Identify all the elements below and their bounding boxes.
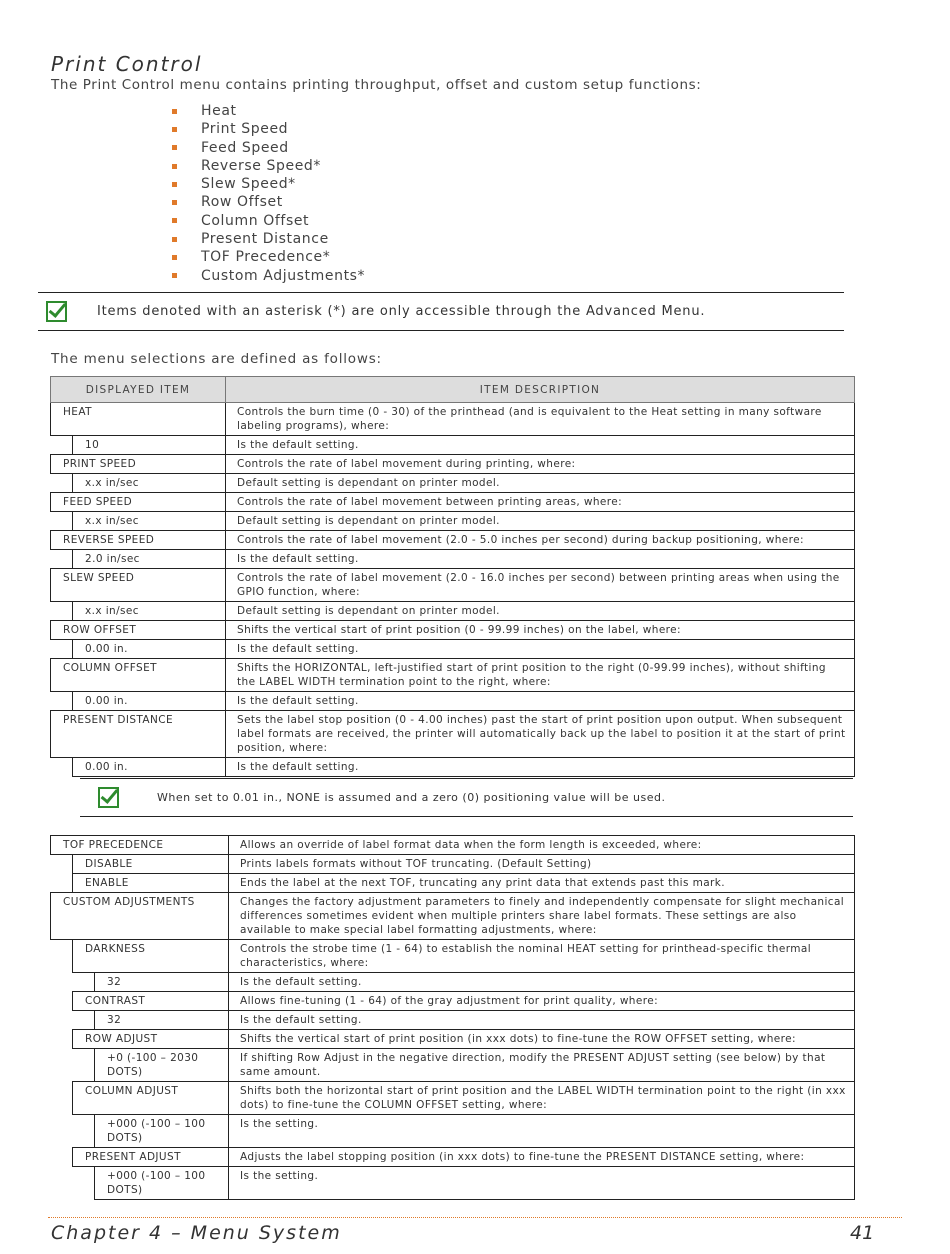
bullet-icon [172,164,177,169]
footer-chapter: Chapter 4 – Menu System [51,1222,342,1244]
bullet-icon [172,109,177,114]
table-row [51,1082,855,1115]
table-row [51,758,855,777]
table-row [51,1167,855,1200]
table-row [51,836,855,855]
item-cell: +000 (-100 – 100 DOTS) [95,1115,229,1148]
column-header-description: ITEM DESCRIPTION [226,377,855,403]
table-row [51,659,855,692]
indent-cell [51,1082,73,1115]
item-cell: ROW OFFSET [51,621,226,640]
item-cell: +0 (-100 – 2030 DOTS) [95,1049,229,1082]
table-row [51,512,855,531]
item-cell: SLEW SPEED [51,569,226,602]
table-row [51,1049,855,1082]
description-cell: Shifts the HORIZONTAL, left-justified start of print position to the right (0-99.99 inches), without shifting the LABEL WIDTH termination point to the right, where: [226,659,855,692]
table-row [51,403,855,436]
indent-cell [51,1115,73,1148]
footer-page-number: 41 [850,1222,875,1244]
description-cell: Is the default setting. [229,973,855,992]
description-cell: Allows an override of label format data when the form length is exceeded, where: [229,836,855,855]
description-cell: Controls the rate of label movement between printing areas, where: [226,493,855,512]
table-row [51,711,855,758]
table-row [51,531,855,550]
indent-cell [51,1148,73,1167]
description-cell: Is the default setting. [226,692,855,711]
indent-cell [73,973,95,992]
footer-divider [48,1217,902,1218]
item-cell: CONTRAST [73,992,229,1011]
list-item: Column Offset [172,212,365,230]
item-cell: +000 (-100 – 100 DOTS) [95,1167,229,1200]
item-cell: 10 [73,436,226,455]
bullet-icon [172,182,177,187]
item-cell: COLUMN OFFSET [51,659,226,692]
checkmark-icon [98,787,119,808]
description-cell: Allows fine-tuning (1 - 64) of the gray adjustment for print quality, where: [229,992,855,1011]
description-cell: Sets the label stop position (0 - 4.00 inches) past the start of print position upon output. When subsequent label formats are received, the printer will automatically back up the label to position it at the start of print position, where: [226,711,855,758]
table-row [51,855,855,874]
definitions-intro: The menu selections are defined as follows: [51,351,382,367]
list-item: Slew Speed* [172,175,365,193]
indent-cell [73,1049,95,1082]
table-row [51,940,855,973]
table-body [51,836,855,1200]
table-row [51,569,855,602]
item-cell: 0.00 in. [73,640,226,659]
table-header-row [51,377,855,403]
list-item: Present Distance [172,230,365,248]
indent-cell [51,474,73,493]
description-cell: Default setting is dependant on printer model. [226,512,855,531]
function-list [172,102,365,285]
indent-cell [51,758,73,777]
description-cell: Adjusts the label stopping position (in xxx dots) to fine-tune the PRESENT DISTANCE setting, where: [229,1148,855,1167]
indent-cell [51,512,73,531]
indent-cell [51,692,73,711]
bullet-icon [172,145,177,150]
item-cell: DISABLE [73,855,229,874]
description-cell: Shifts the vertical start of print position (in xxx dots) to fine-tune the ROW OFFSET setting, where: [229,1030,855,1049]
description-cell: Is the setting. [229,1115,855,1148]
description-cell: Controls the rate of label movement (2.0 - 5.0 inches per second) during backup positioning, where: [226,531,855,550]
description-cell: Controls the rate of label movement (2.0 - 16.0 inches per second) between printing areas when using the GPIO function, where: [226,569,855,602]
list-item: Row Offset [172,193,365,211]
indent-cell [73,1011,95,1030]
checkmark-icon [46,301,67,322]
indent-cell [51,1011,73,1030]
menu-table-2 [50,835,855,1200]
item-cell: COLUMN ADJUST [73,1082,229,1115]
item-cell: FEED SPEED [51,493,226,512]
item-cell: x.x in/sec [73,474,226,493]
list-item: Reverse Speed* [172,157,365,175]
item-cell: TOF PRECEDENCE [51,836,229,855]
item-cell: 0.00 in. [73,758,226,777]
description-cell: Is the default setting. [226,550,855,569]
item-cell: 0.00 in. [73,692,226,711]
table-row [51,874,855,893]
bullet-icon [172,255,177,260]
list-item: Feed Speed [172,139,365,157]
table-row [51,692,855,711]
menu-table-1 [50,376,855,777]
item-cell: 32 [95,973,229,992]
description-cell: Changes the factory adjustment parameters to finely and independently compensate for slight mechanical differences sometimes evident when multiple printers share label formats. These settings are also available to make special label formatting adjustments, where: [229,893,855,940]
description-cell: Controls the rate of label movement during printing, where: [226,455,855,474]
item-cell: x.x in/sec [73,602,226,621]
indent-cell [51,436,73,455]
table-row [51,992,855,1011]
note-text: When set to 0.01 in., NONE is assumed and a zero (0) positioning value will be used. [157,791,666,804]
table-row [51,602,855,621]
table-row [51,893,855,940]
table-row [51,640,855,659]
table-row [51,493,855,512]
item-cell: 2.0 in/sec [73,550,226,569]
description-cell: Controls the strobe time (1 - 64) to establish the nominal HEAT setting for printhead-specific thermal characteristics, where: [229,940,855,973]
indent-cell [51,1049,73,1082]
table-row [51,550,855,569]
indent-cell [51,1030,73,1049]
table-row [51,1030,855,1049]
item-cell: DARKNESS [73,940,229,973]
table-row [51,1011,855,1030]
description-cell: Is the setting. [229,1167,855,1200]
bullet-icon [172,237,177,242]
column-header-item: DISPLAYED ITEM [51,377,226,403]
description-cell: Shifts both the horizontal start of print position and the LABEL WIDTH termination point to the right (in xxx dots) to fine-tune the COLUMN OFFSET setting, where: [229,1082,855,1115]
positioning-note [80,778,853,817]
bullet-icon [172,200,177,205]
indent-cell [51,940,73,973]
indent-cell [51,640,73,659]
table-row [51,1148,855,1167]
table-row [51,621,855,640]
table-row [51,973,855,992]
description-cell: Default setting is dependant on printer model. [226,474,855,493]
page-title: Print Control [51,52,203,76]
description-cell: Is the default setting. [226,758,855,777]
indent-cell [73,1115,95,1148]
description-cell: Is the default setting. [229,1011,855,1030]
indent-cell [51,602,73,621]
description-cell: If shifting Row Adjust in the negative direction, modify the PRESENT ADJUST setting (see below) by that same amount. [229,1049,855,1082]
description-cell: Is the default setting. [226,436,855,455]
description-cell: Is the default setting. [226,640,855,659]
intro-text: The Print Control menu contains printing throughput, offset and custom setup functions: [51,77,702,93]
item-cell: 32 [95,1011,229,1030]
indent-cell [51,550,73,569]
advanced-menu-note [38,292,844,331]
table-row [51,1115,855,1148]
table-row [51,455,855,474]
description-cell: Default setting is dependant on printer model. [226,602,855,621]
description-cell: Shifts the vertical start of print position (0 - 99.99 inches) on the label, where: [226,621,855,640]
list-item: Custom Adjustments* [172,267,365,285]
bullet-icon [172,218,177,223]
indent-cell [51,973,73,992]
list-item: Heat [172,102,365,120]
table-row [51,436,855,455]
bullet-icon [172,127,177,132]
description-cell: Ends the label at the next TOF, truncating any print data that extends past this mark. [229,874,855,893]
indent-cell [73,1167,95,1200]
description-cell: Controls the burn time (0 - 30) of the printhead (and is equivalent to the Heat setting in many software labeling programs), where: [226,403,855,436]
item-cell: PRESENT ADJUST [73,1148,229,1167]
list-item: TOF Precedence* [172,248,365,266]
note-text: Items denoted with an asterisk (*) are only accessible through the Advanced Menu. [97,304,706,319]
indent-cell [51,874,73,893]
indent-cell [51,992,73,1011]
list-item: Print Speed [172,120,365,138]
item-cell: x.x in/sec [73,512,226,531]
item-cell: CUSTOM ADJUSTMENTS [51,893,229,940]
indent-cell [51,1167,73,1200]
item-cell: PRINT SPEED [51,455,226,474]
item-cell: HEAT [51,403,226,436]
table-body [51,403,855,777]
item-cell: ROW ADJUST [73,1030,229,1049]
description-cell: Prints labels formats without TOF truncating. (Default Setting) [229,855,855,874]
bullet-icon [172,273,177,278]
indent-cell [51,855,73,874]
table-row [51,474,855,493]
item-cell: ENABLE [73,874,229,893]
item-cell: PRESENT DISTANCE [51,711,226,758]
item-cell: REVERSE SPEED [51,531,226,550]
